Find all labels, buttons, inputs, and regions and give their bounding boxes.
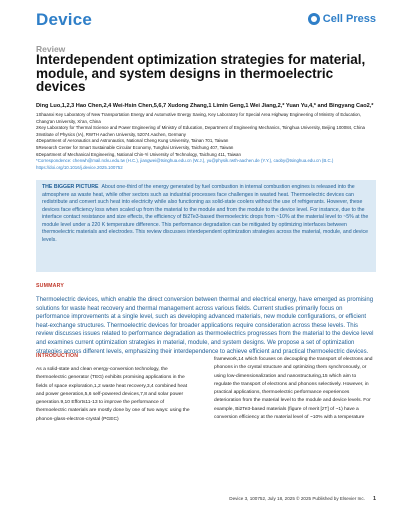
doi-link[interactable]: https://doi.org/10.1016/j.device.2025.100752 xyxy=(36,164,123,170)
bigger-picture-label: THE BIGGER PICTURE xyxy=(42,184,99,190)
affiliation-6: 6Department of Mechanical Engineering, National Chin-Yi University of Technology, Taichung 411, Taiwan xyxy=(36,151,241,157)
affiliation-4: 4Department of Aeronautics and Astronautics, National Cheng Kung University, Tainan 701, Taiwan xyxy=(36,138,229,144)
correspondence[interactable]: *Correspondence: chenwh@mail.ncku.edu.tw (H.C.), jiangwei@tsinghua.edu.cn (W.J.), yu@physik.rwth-aachen.de (Y.Y.), caoby@tsinghua.edu.cn (B.C.) xyxy=(36,158,334,164)
author-list: Ding Luo,1,2,3 Hao Chen,2,4 Wei-Hsin Chen,5,6,7 Xudong Zhang,1 Limin Geng,1 Wei Jiang,2,* Yuan Yu,4,* and Bingyang Cao2,* xyxy=(36,103,374,109)
publisher-logo[interactable] xyxy=(308,13,376,25)
introduction-left-column: As a solid-state and clean energy-conversion technology, the thermoelectric generator (TEG) exhibits promising applications in the fields of space exploration,1,2 waste heat recovery,3,4 combined heat and power generation,5,6 self-powered devices,7,8 and solar power generation.9,10 Efforts11-13 to improve the performance of thermoelectric materials are mostly done by one of two ways: using the phonon-glass-electron-crystal (PGEC) xyxy=(36,367,190,422)
journal-header xyxy=(36,8,376,32)
introduction-heading: INTRODUCTION xyxy=(36,353,79,359)
affiliations xyxy=(36,112,376,171)
affiliation-5: 5Research Center for Smart Sustainable Circular Economy, Tunghai University, Taichung 407, Taiwan xyxy=(36,144,234,150)
summary-heading: SUMMARY xyxy=(36,283,65,289)
affiliation-1: 1Shaanxi Key Laboratory of New Transportation Energy and Automotive Energy Saving, Key Laboratory for Special Area Highway Engineering of Ministry of Education, Chang'an University, Xi'an, China xyxy=(36,112,362,124)
summary-text: Thermoelectric devices, which enable the direct conversion between thermal and electrical energy, have emerged as promising solutions for waste heat recovery and thermal management across various fields. Current studies primarily focus on performance improvements at a single level, such as developing advanced materials, new module configurations, or efficient heat-exchange structures. Thermoelectric devices for broader applications require consideration across these levels. This review discusses issues related to performance degradation as thermoelectrics progresses from the material to the device level and examines current optimization strategies in material, module, and system designs. We propose a set of optimization strategies across different levels, emphasizing their interdependence to achieve efficient and practical thermoelectric devices. xyxy=(36,297,374,355)
journal-name: Device xyxy=(36,10,93,29)
cellpress-logo-icon xyxy=(308,13,320,25)
publisher-name: Cell Press xyxy=(322,13,376,25)
affiliation-3: 3Institute of Physics (IA), RWTH Aachen University, 52074 Aachen, Germany xyxy=(36,131,186,137)
bigger-picture-text: About one-third of the energy generated by fuel combustion in internal combustion engines is released into the atmosphere as waste heat, while other sectors such as industrial processes face challenges in wasted heat. Thermoelectric devices can redistribute and convert such heat into electricity while also functioning as solid-state coolers without the use of refrigerants. However, these devices face efficiency loss when scaled up from the material to the module and from the module to the device level. For instance, due to the interface contact resistance and size effects, the efficiency of Bi2Te3-based thermoelectric drops from ~10% at the material level to ~5% at the module level under a 220 K temperature difference. This performance degradation can be mitigated by optimizing interfaces between thermoelectric materials and electrodes. This review discusses interdependent optimization strategies across the material, module, and device levels. xyxy=(42,184,369,243)
bigger-picture-paragraph xyxy=(42,184,370,244)
introduction-right-column: framework,14 which focuses on decoupling the transport of electrons and phonons in the crystal structure and optimizing them synchronously, or using low-dimensionalization and nanostructuring,15 which aim to regulate the transport of electrons and phonons selectively. However, in practical applications, thermoelectric performance experiences deterioration from the material level to the module and device levels. For example, Bi2Te3-based materials (figure of merit [zT] of ~1) have a conversion efficiency at the material level of ~10% with a temperature xyxy=(214,357,373,421)
page-footer xyxy=(229,496,376,502)
page-number: 1 xyxy=(372,496,376,502)
article-title: Interdependent optimization strategies for material, module, and system designs in thermoelectric devices xyxy=(36,52,366,94)
article-type: Review xyxy=(36,44,66,54)
bigger-picture-box xyxy=(36,180,376,272)
footer-citation: Device 3, 100752, July 18, 2025 © 2025 Published by Elsevier Inc. xyxy=(229,496,365,501)
affiliation-2: 2Key Laboratory for Thermal Science and Power Engineering of Ministry of Education, Department of Engineering Mechanics, Tsinghua University, Beijing 100084, China xyxy=(36,125,365,131)
